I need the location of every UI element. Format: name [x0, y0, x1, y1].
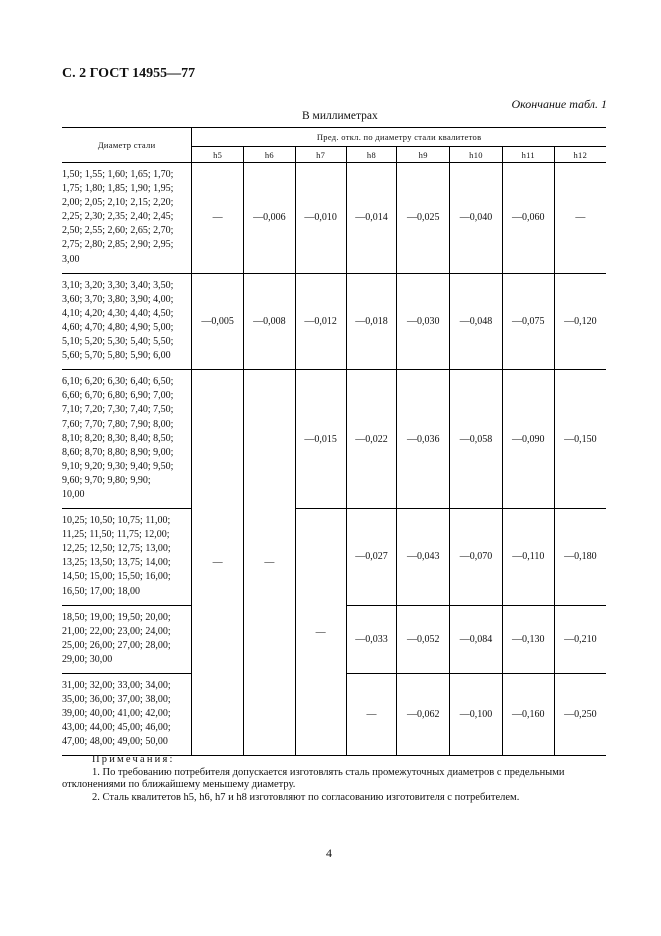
diameter-line: 7,60; 7,70; 7,80; 7,90; 8,00;	[62, 418, 174, 430]
value-cell: —0,075	[502, 273, 554, 370]
value-cell: —0,012	[295, 273, 346, 370]
value-cell: —0,005	[192, 273, 244, 370]
quality-header: h8	[346, 147, 397, 163]
diameter-cell	[62, 163, 192, 274]
value-cell: —0,010	[295, 163, 346, 274]
quality-header: h12	[554, 147, 606, 163]
value-cell: —0,052	[397, 605, 450, 673]
value-cell: —0,090	[502, 370, 554, 509]
value-cell: —0,160	[502, 674, 554, 756]
value-cell: —0,040	[450, 163, 503, 274]
diameter-cell	[62, 509, 192, 606]
diameter-cell	[62, 370, 192, 509]
diameter-line: 47,00; 48,00; 49,00; 50,00	[62, 736, 168, 748]
value-cell: —0,110	[502, 509, 554, 606]
value-cell: —0,018	[346, 273, 397, 370]
quality-header: h10	[450, 147, 503, 163]
quality-header: h7	[295, 147, 346, 163]
value-cell: —0,120	[554, 273, 606, 370]
note-item: 1. По требованию потребителя допускается изготовлять сталь промежуточных диаметров с предельными отклонениями по ближайшему меньшему диаметру.	[62, 766, 565, 790]
diameter-line: 4,10; 4,20; 4,30; 4,40; 4,50;	[62, 307, 174, 319]
value-cell: —0,150	[554, 370, 606, 509]
diameter-line: 8,10; 8,20; 8,30; 8,40; 8,50;	[62, 432, 174, 444]
diameter-line: 2,00; 2,05; 2,10; 2,15; 2,20;	[62, 197, 174, 209]
value-cell: —0,100	[450, 674, 503, 756]
value-cell: —0,043	[397, 509, 450, 606]
diameter-line: 2,75; 2,80; 2,85; 2,90; 2,95;	[62, 239, 174, 251]
notes-section	[62, 754, 612, 804]
diameter-line: 35,00; 36,00; 37,00; 38,00;	[62, 694, 171, 706]
value-cell: —0,062	[397, 674, 450, 756]
table-header-row	[62, 128, 606, 147]
value-cell: —0,015	[295, 370, 346, 509]
value-cell: —0,060	[502, 163, 554, 274]
value-cell: —0,070	[450, 509, 503, 606]
diameter-column-header: Диаметр стали	[62, 128, 192, 163]
value-cell: —	[192, 163, 244, 274]
value-cell: —0,048	[450, 273, 503, 370]
merged-dash-cell-h7: —	[295, 509, 346, 756]
quality-header: h6	[244, 147, 296, 163]
diameter-line: 16,50; 17,00; 18,00	[62, 585, 141, 597]
diameter-line: 11,25; 11,50; 11,75; 12,00;	[62, 529, 170, 541]
tolerance-table	[62, 127, 606, 756]
diameter-line: 3,10; 3,20; 3,30; 3,40; 3,50;	[62, 279, 174, 291]
diameter-line: 7,10; 7,20; 7,30; 7,40; 7,50;	[62, 404, 174, 416]
diameter-line: 8,60; 8,70; 8,80; 8,90; 9,00;	[62, 446, 174, 458]
value-cell: —0,210	[554, 605, 606, 673]
diameter-cell	[62, 605, 192, 673]
value-cell: —0,027	[346, 509, 397, 606]
table-row	[62, 370, 606, 509]
merged-dash-cell-h5: —	[192, 370, 244, 756]
value-cell: —0,058	[450, 370, 503, 509]
table-row	[62, 509, 606, 606]
diameter-line: 10,25; 10,50; 10,75; 11,00;	[62, 515, 171, 527]
value-cell: —0,036	[397, 370, 450, 509]
notes-title: Примечания:	[92, 754, 175, 765]
value-cell: —0,180	[554, 509, 606, 606]
diameter-line: 14,50; 15,00; 15,50; 16,00;	[62, 571, 171, 583]
table-continuation-label: Окончание табл. 1	[511, 97, 607, 111]
diameter-line: 13,25; 13,50; 13,75; 14,00;	[62, 557, 171, 569]
diameter-line: 9,10; 9,20; 9,30; 9,40; 9,50;	[62, 460, 174, 472]
value-cell: —0,014	[346, 163, 397, 274]
diameter-line: 25,00; 26,00; 27,00; 28,00;	[62, 639, 171, 651]
value-cell: —	[554, 163, 606, 274]
diameter-line: 5,60; 5,70; 5,80; 5,90; 6,00	[62, 350, 171, 362]
diameter-line: 6,60; 6,70; 6,80; 6,90; 7,00;	[62, 390, 174, 402]
value-cell: —0,033	[346, 605, 397, 673]
value-cell: —0,008	[244, 273, 296, 370]
diameter-line: 2,25; 2,30; 2,35; 2,40; 2,45;	[62, 211, 174, 223]
value-cell: —0,250	[554, 674, 606, 756]
value-cell: —0,025	[397, 163, 450, 274]
diameter-line: 43,00; 44,00; 45,00; 46,00;	[62, 722, 171, 734]
diameter-line: 31,00; 32,00; 33,00; 34,00;	[62, 680, 171, 691]
diameter-line: 3,60; 3,70; 3,80; 3,90; 4,00;	[62, 293, 174, 305]
quality-header: h11	[502, 147, 554, 163]
value-cell: —0,006	[244, 163, 296, 274]
diameter-line: 3,00	[62, 253, 80, 265]
document-header: С. 2 ГОСТ 14955—77	[62, 66, 196, 81]
page-number: 4	[326, 846, 332, 860]
diameter-line: 1,50; 1,55; 1,60; 1,65; 1,70;	[62, 169, 174, 180]
value-cell: —0,022	[346, 370, 397, 509]
quality-header: h5	[192, 147, 244, 163]
merged-dash-cell-h6: —	[244, 370, 296, 756]
diameter-line: 5,10; 5,20; 5,30; 5,40; 5,50;	[62, 336, 174, 348]
diameter-line: 9,60; 9,70; 9,80; 9,90;	[62, 474, 151, 486]
units-label: В миллиметрах	[302, 110, 378, 122]
value-cell: —	[346, 674, 397, 756]
diameter-line: 6,10; 6,20; 6,30; 6,40; 6,50;	[62, 376, 174, 388]
quality-header: h9	[397, 147, 450, 163]
diameter-line: 2,50; 2,55; 2,60; 2,65; 2,70;	[62, 225, 174, 237]
diameter-line: 18,50; 19,00; 19,50; 20,00;	[62, 611, 171, 623]
qualities-group-header: Пред. откл. по диаметру стали квалитетов	[192, 128, 606, 147]
diameter-cell	[62, 674, 192, 756]
value-cell: —0,084	[450, 605, 503, 673]
table-row	[62, 163, 606, 274]
diameter-cell	[62, 273, 192, 370]
note-item: 2. Сталь квалитетов h5, h6, h7 и h8 изготовляют по согласованию изготовителя с потребителем.	[92, 791, 520, 803]
diameter-line: 39,00; 40,00; 41,00; 42,00;	[62, 708, 171, 720]
diameter-line: 1,75; 1,80; 1,85; 1,90; 1,95;	[62, 183, 174, 195]
diameter-line: 12,25; 12,50; 12,75; 13,00;	[62, 543, 171, 555]
value-cell: —0,030	[397, 273, 450, 370]
diameter-line: 29,00; 30,00	[62, 653, 113, 665]
diameter-line: 21,00; 22,00; 23,00; 24,00;	[62, 625, 171, 637]
diameter-line: 4,60; 4,70; 4,80; 4,90; 5,00;	[62, 321, 174, 333]
value-cell: —0,130	[502, 605, 554, 673]
diameter-line: 10,00	[62, 488, 85, 500]
table-row	[62, 273, 606, 370]
